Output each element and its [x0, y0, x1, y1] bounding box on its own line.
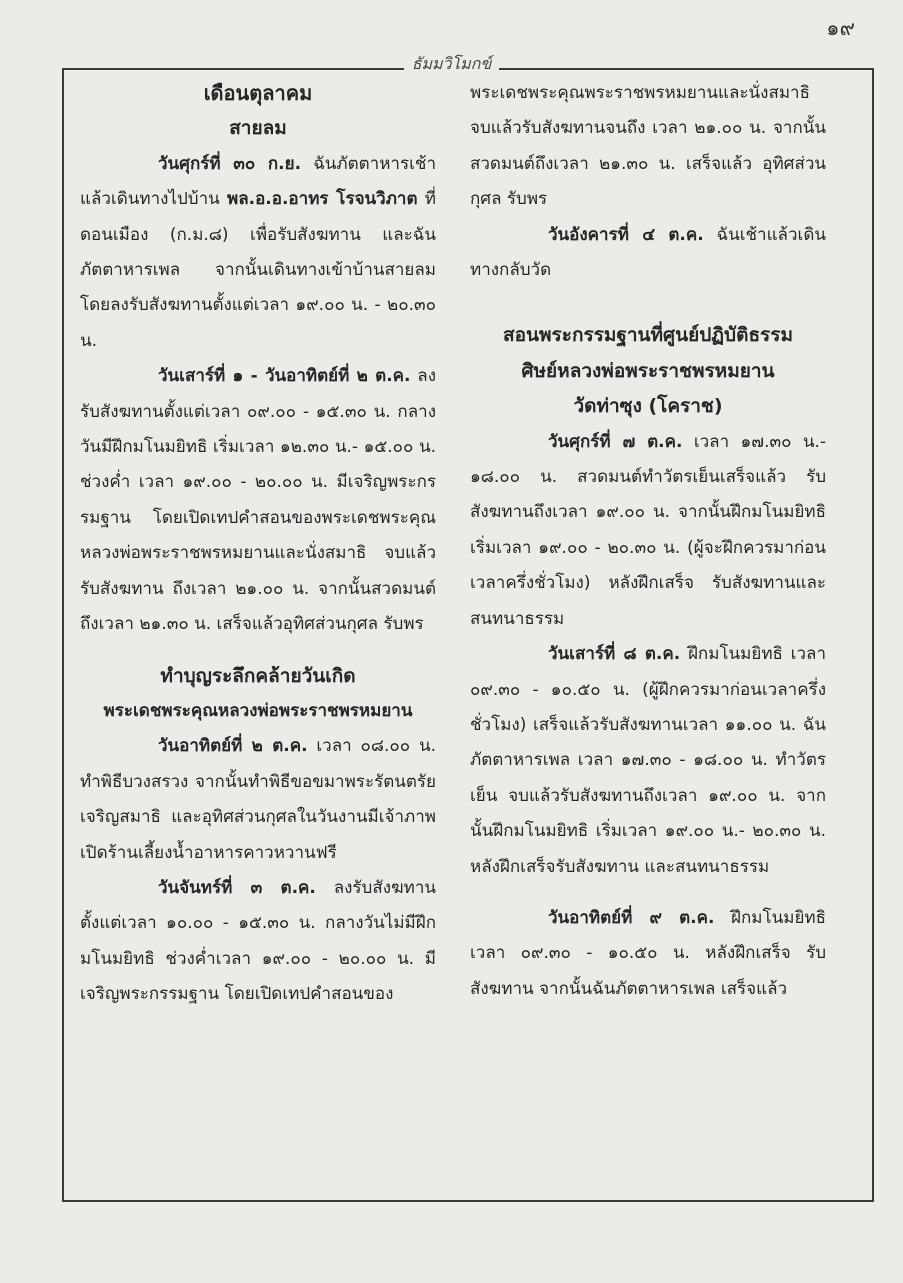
date-label: วันอาทิตย์ที่ ๙ ต.ค. — [548, 907, 715, 928]
date-label: วันศุกร์ที่ ๗ ต.ค. — [548, 431, 683, 452]
paragraph-text: เวลา ๐๘.๐๐ น. ทำพิธีบวงสรวง จากนั้นทำพิธีขอขมาพระรัตนตรัย เจริญสมาธิ และอุทิศส่วนกุศลในวันงานมีเจ้าภาพเปิดร้านเลี้ยงน้ำอาหารคาวหวานฟรี — [80, 736, 436, 863]
paragraph — [80, 871, 436, 1013]
heading-place: สายลม — [229, 117, 287, 140]
date-label: วันจันทร์ที่ ๓ ต.ค. — [158, 877, 316, 898]
date-label: วันเสาร์ที่ ๘ ต.ค. — [548, 644, 681, 665]
running-header — [0, 52, 903, 77]
paragraph-text: ฉันเช้าแล้วเดินทางกลับวัด — [470, 224, 826, 281]
date-label: วันอังคารที่ ๔ ต.ค. — [548, 224, 704, 245]
paragraph — [80, 729, 436, 871]
paragraph-text: ฝึกมโนมยิทธิ เวลา ๐๙.๓๐ - ๑๐.๕๐ น. (ผู้ฝึกควรมาก่อนเวลาครึ่งชั่วโมง) เสร็จแล้วรับสังฆทานเวลา ๑๑.๐๐ น. ฉันภัตตาหารเพล เวลา ๑๗.๓๐ - ๑๘.๐๐ น. ทำวัตรเย็น จบแล้วรับสังฆทานถึงเวลา ๑๙.๐๐ น. จากนั้นฝึกมโนมยิทธิ เริ่มเวลา ๑๙.๐๐ น.- ๒๐.๓๐ น. หลังฝึกเสร็จรับสังฆทาน และสนทนาธรรม — [470, 644, 826, 877]
page-number: ๑๙ — [826, 16, 855, 40]
heading-teach-sub: ศิษย์หลวงพ่อพระราชพรหมยาน — [521, 359, 775, 382]
paragraph — [80, 147, 436, 359]
paragraph-text: ที่ดอนเมือง (ก.ม.๘) เพื่อรับสังฆทาน และฉันภัตตาหารเพล จากนั้นเดินทางเข้าบ้านสายลม โดยลงรับสังฆทานตั้งแต่เวลา ๑๙.๐๐ น. - ๒๐.๓๐ น. — [80, 189, 436, 351]
heading-merit-sub: พระเดชพระคุณหลวงพ่อพระราชพรหมยาน — [103, 700, 413, 721]
paragraph-text: ลงรับสังฆทานตั้งแต่เวลา ๐๙.๐๐ - ๑๕.๓๐ น. กลางวันมีฝึกมโนมยิทธิ เริ่มเวลา ๑๒.๓๐ น.- ๑๕.๐๐ น. ช่วงค่ำ เวลา ๑๙.๐๐ - ๒๐.๐๐ น. มีเจริญพระกรรมฐาน โดยเปิดเทปคำสอนของพระเดชพระคุณหลวงพ่อพระราชพรหมยานและนั่งสมาธิ จบแล้วรับสังฆทาน ถึงเวลา ๒๑.๐๐ น. จากนั้นสวดมนต์ ถึงเวลา ๒๑.๓๐ น. เสร็จแล้วอุทิศส่วนกุศล รับพร — [80, 366, 437, 635]
spacer — [470, 288, 826, 318]
paragraph — [80, 359, 436, 642]
paragraph — [470, 218, 826, 289]
heading-month: เดือนตุลาคม — [203, 81, 313, 105]
date-label: วันศุกร์ที่ ๓๐ ก.ย. — [158, 153, 302, 174]
left-column — [80, 76, 436, 1013]
paragraph-text: ฉันภัตตาหารเช้าแล้วเดินทางไปบ้าน — [80, 153, 437, 210]
paragraph — [470, 425, 826, 637]
heading-teach-place: วัดท่าซุง (โคราช) — [573, 395, 723, 418]
running-header-text: ธัมมวิโมกข์ — [404, 54, 500, 73]
heading-teach: สอนพระกรรมฐานที่ศูนย์ปฏิบัติธรรม — [503, 324, 793, 347]
spacer — [80, 643, 436, 659]
paragraph: พระเดชพระคุณพระราชพรหมยานและนั่งสมาธิ จบแล้วรับสังฆทานจนถึง เวลา ๒๑.๐๐ น. จากนั้นสวดมนต์ถึงเวลา ๒๑.๓๐ น. เสร็จแล้ว อุทิศส่วนกุศล รับพร — [470, 83, 826, 210]
date-label: วันเสาร์ที่ ๑ - วันอาทิตย์ที่ ๒ ต.ค. — [158, 366, 411, 387]
heading-merit: ทำบุญระลึกคล้ายวันเกิด — [160, 664, 356, 687]
right-column — [470, 76, 826, 1007]
paragraph — [470, 637, 826, 885]
spacer — [470, 885, 826, 901]
paragraph — [470, 901, 826, 1007]
paragraph-text: เวลา ๑๗.๓๐ น.- ๑๘.๐๐ น. สวดมนต์ทำวัตรเย็นเสร็จแล้ว รับสังฆทานถึงเวลา ๑๙.๐๐ น. จากนั้นฝึกมโนมยิทธิ เริ่มเวลา ๑๙.๐๐ - ๒๐.๓๐ น. (ผู้จะฝึกควรมาก่อนเวลาครึ่งชั่วโมง) หลังฝึกเสร็จ รับสังฆทานและสนทนาธรรม — [470, 431, 826, 629]
date-label: วันอาทิตย์ที่ ๒ ต.ค. — [158, 736, 308, 757]
person-name: พล.อ.อ.อาทร โรจนวิภาต — [227, 189, 418, 210]
paragraph-text: ฝึกมโนมยิทธิ เวลา ๐๙.๓๐ - ๑๐.๕๐ น. หลังฝึกเสร็จ รับสังฆทาน จากนั้นฉันภัตตาหารเพล เสร็จแล้ว — [470, 907, 826, 999]
paragraph-text: ลงรับสังฆทานตั้งแต่เวลา ๑๐.๐๐ - ๑๕.๓๐ น. กลางวันไม่มีฝึกมโนมยิทธิ ช่วงค่ำเวลา ๑๙.๐๐ - ๒๐.๐๐ น. มีเจริญพระกรรมฐาน โดยเปิดเทปคำสอนของ — [80, 877, 437, 1005]
